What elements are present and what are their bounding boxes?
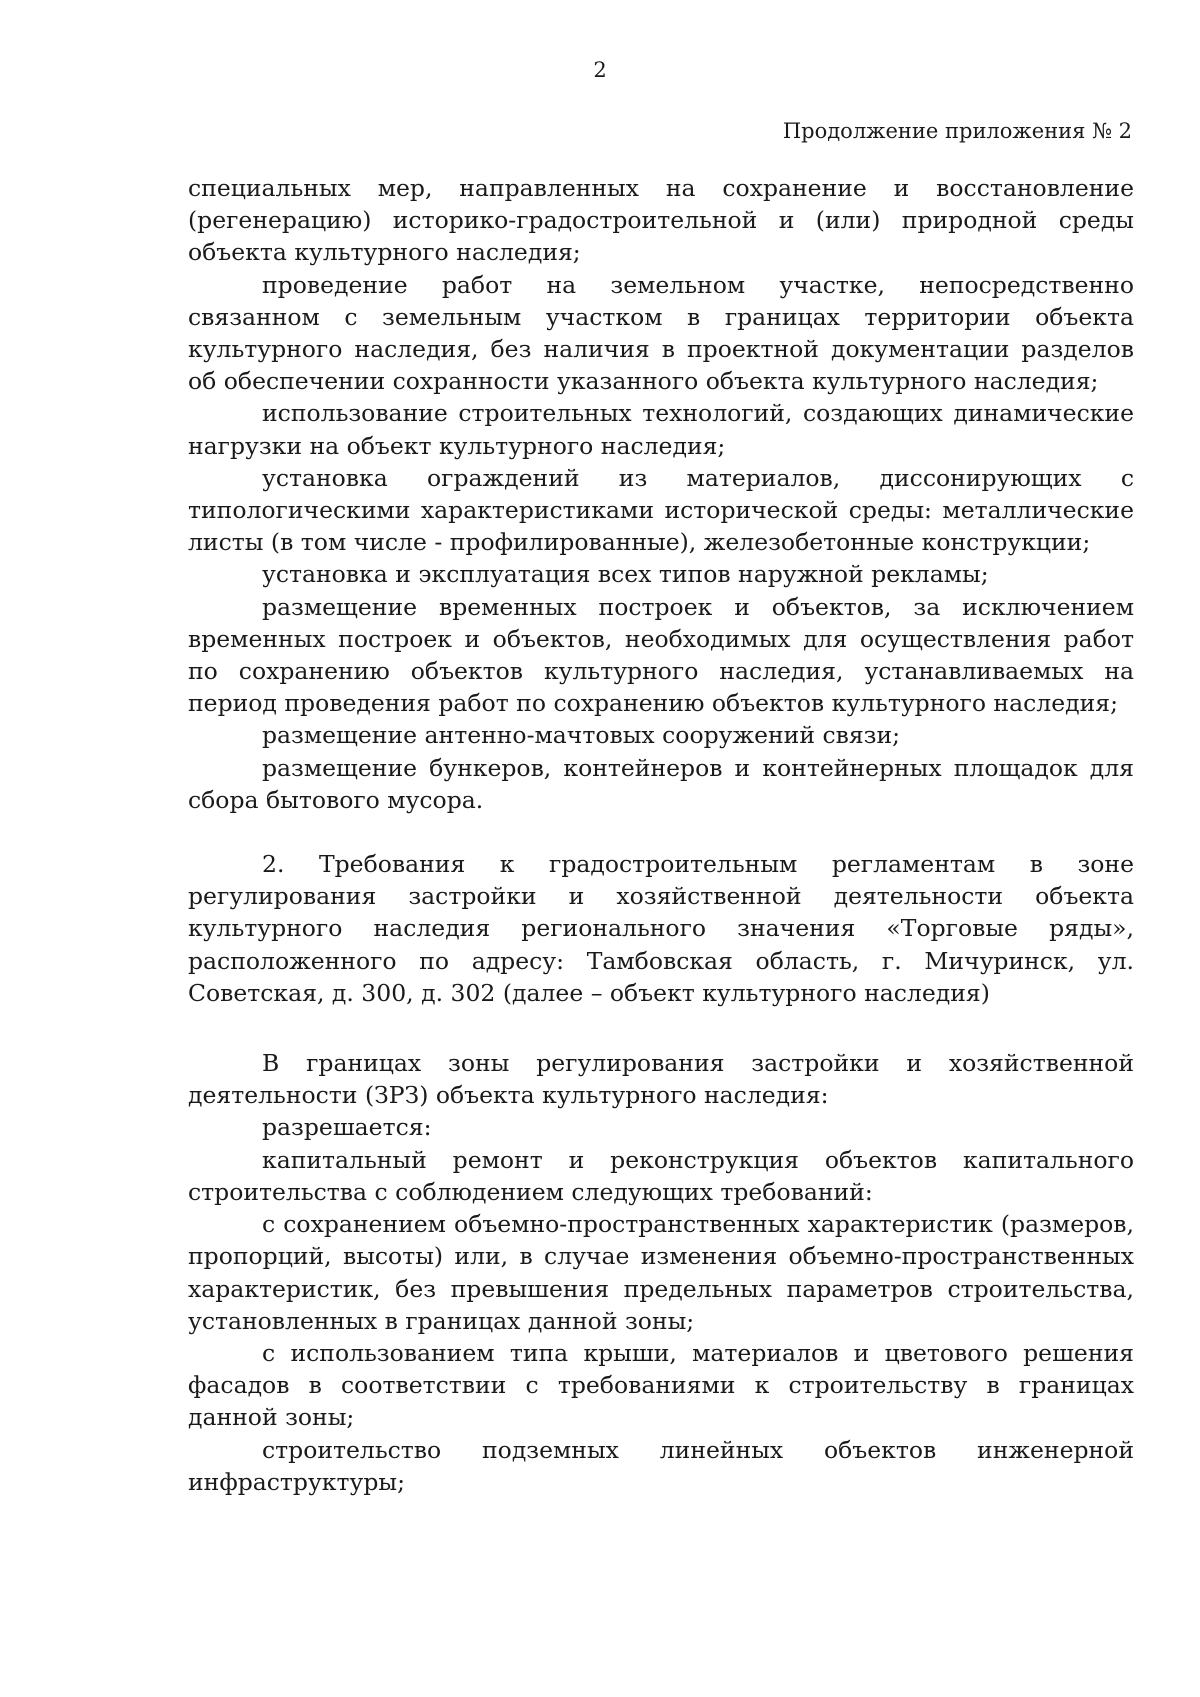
paragraph: установка и эксплуатация всех типов наружной рекламы;: [262, 560, 989, 589]
allowed-label: разрешается:: [262, 1113, 432, 1142]
document-body: [188, 172, 1134, 1498]
paragraph: установка ограждений из материалов, диссонирующих с типологическими характеристиками исторической среды: металлические листы (в том числе - профилированные), железобетонные конструкции;: [188, 463, 1134, 557]
paragraph: размещение антенно-мачтовых сооружений связи;: [262, 721, 901, 750]
spacer: [188, 1009, 1134, 1047]
paragraph: с использованием типа крыши, материалов и цветового решения фасадов в соответствии с требованиями к строительству в границах данной зоны;: [188, 1338, 1134, 1432]
paragraph: размещение временных построек и объектов, за исключением временных построек и объектов, необходимых для осуществления работ по сохранению объектов культурного наследия, устанавливаемых на период проведения работ по сохранению объектов культурного наследия;: [188, 592, 1134, 718]
section-heading: 2. Требования к градостроительным регламентам в зоне регулирования застройки и хозяйственной деятельности объекта культурного наследия регионального значения «Торговые ряды», расположенного по адресу: Тамбовская область, г. Мичуринск, ул. Советская, д. 300, д. 302 (далее – объект культурного наследия): [188, 850, 1134, 1007]
paragraph: размещение бункеров, контейнеров и контейнерных площадок для сбора бытового мусора.: [188, 753, 1134, 814]
section-intro: В границах зоны регулирования застройки и хозяйственной деятельности (ЗРЗ) объекта культурного наследия:: [188, 1049, 1134, 1110]
appendix-note: Продолжение приложения № 2: [782, 119, 1132, 143]
paragraph: использование строительных технологий, создающих динамические нагрузки на объект культурного наследия;: [188, 399, 1134, 460]
paragraph: проведение работ на земельном участке, непосредственно связанном с земельным участком в границах территории объекта культурного наследия, без наличия в проектной документации разделов об обеспечении сохранности указанного объекта культурного наследия;: [188, 270, 1134, 396]
paragraph: специальных мер, направленных на сохранение и восстановление (регенерацию) историко-градостроительной и (или) природной среды объекта культурного наследия;: [188, 174, 1134, 267]
page-number: 2: [593, 58, 607, 82]
paragraph: капитальный ремонт и реконструкция объектов капитального строительства с соблюдением следующих требований:: [188, 1145, 1134, 1206]
paragraph: строительство подземных линейных объектов инженерной инфраструктуры;: [188, 1435, 1134, 1496]
spacer: [188, 816, 1134, 848]
paragraph: с сохранением объемно-пространственных характеристик (размеров, пропорций, высоты) или, в случае изменения объемно-пространственных характеристик, без превышения предельных параметров строительства, установленных в границах данной зоны;: [188, 1210, 1134, 1335]
